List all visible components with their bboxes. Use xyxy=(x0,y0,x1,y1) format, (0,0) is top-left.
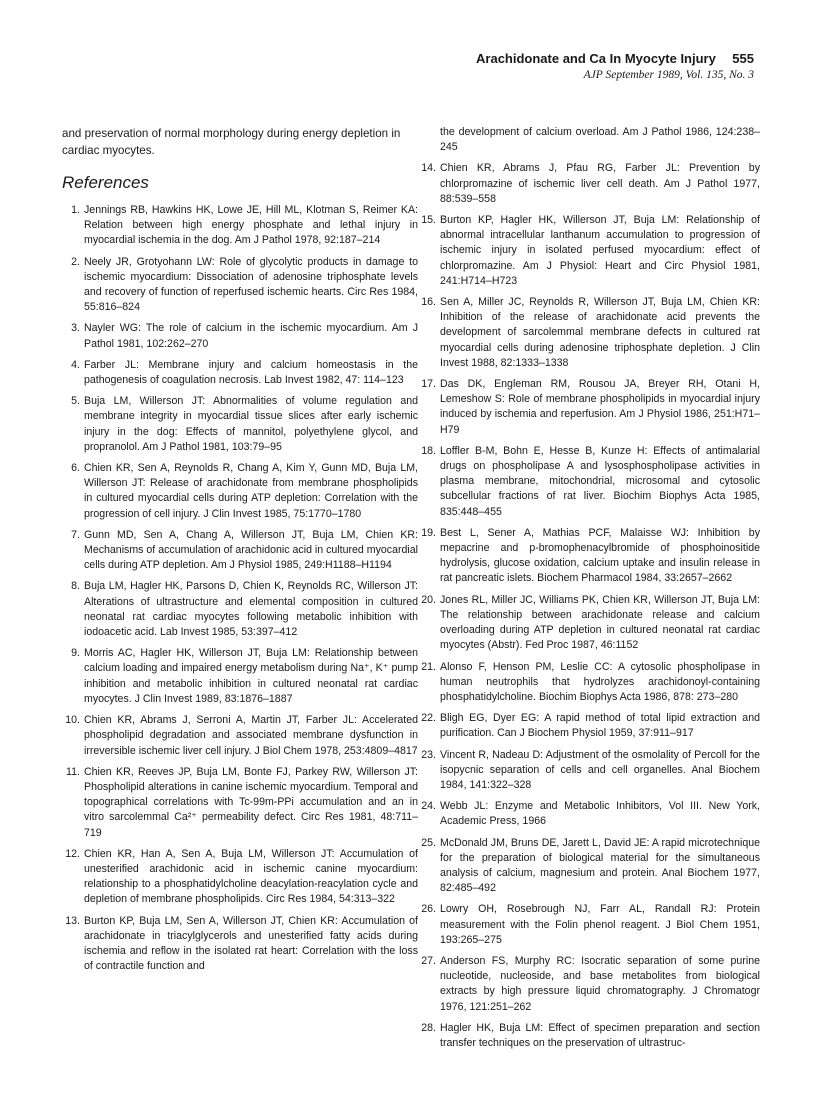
reference-item xyxy=(418,295,760,371)
left-column xyxy=(62,125,418,980)
reference-text: McDonald JM, Bruns DE, Jarett L, David JE: A rapid microtechnique for the preparation of biological material for the simultaneous analysis of calcium, magnesium and protein. Anal Biochem 1977, 82:485–492 xyxy=(440,836,760,895)
reference-text: Chien KR, Han A, Sen A, Buja LM, Willerson JT: Accumulation of unesterified arachidonic acid in ischemic canine myocardium: relationship to a phosphatidylcholine deacylation-reacylation cycle and depletion of membrane phospholipids. Circ Res 1984, 54:313–322 xyxy=(84,847,418,906)
reference-text: Buja LM, Willerson JT: Abnormalities of volume regulation and membrane integrity in myocardial tissue slices after early ischemic injury in the dog: Effects of mannitol, polyethylene glycol, and propranolol. Am J Pathol 1981, 103:79–95 xyxy=(84,395,418,453)
reference-text: Chien KR, Abrams J, Pfau RG, Farber JL: Prevention by chlorpromazine of ischemic liver cell death. Am J Pathol 1977, 88:539–558 xyxy=(440,162,760,205)
reference-item xyxy=(418,836,760,897)
reference-text: Lowry OH, Rosebrough NJ, Farr AL, Randall RJ: Protein measurement with the Folin phenol reagent. J Biol Chem 1951, 193:265–275 xyxy=(440,903,760,946)
reference-number: 24. xyxy=(421,800,436,813)
reference-item xyxy=(418,444,760,520)
reference-item xyxy=(62,394,418,455)
reference-item xyxy=(62,255,418,316)
reference-number: 14. xyxy=(421,162,436,175)
page-number: 555 xyxy=(732,51,754,66)
reference-text: Gunn MD, Sen A, Chang A, Willerson JT, Buja LM, Chien KR: Mechanisms of accumulation of arachidonic acid in cultured myocardial cells during ATP depletion. Am J Physiol 1985, 249:H1188–H1194 xyxy=(84,528,418,572)
reference-number: 3. xyxy=(71,322,80,335)
reference-number: 5. xyxy=(71,395,80,408)
reference-text: Nayler WG: The role of calcium in the ischemic myocardium. Am J Pathol 1981, 102:262–270 xyxy=(84,322,418,350)
reference-number: 7. xyxy=(71,528,80,541)
reference-item xyxy=(62,914,418,975)
reference-number: 11. xyxy=(66,765,80,778)
reference-item xyxy=(62,713,418,759)
reference-item xyxy=(62,321,418,351)
journal-citation: AJP September 1989, Vol. 135, No. 3 xyxy=(583,69,754,81)
reference-number: 20. xyxy=(421,593,436,606)
reference-item xyxy=(418,660,760,706)
reference-text: Bligh EG, Dyer EG: A rapid method of total lipid extraction and purification. Can J Biochem Physiol 1959, 37:911–917 xyxy=(440,712,760,740)
reference-number: 15. xyxy=(421,214,436,227)
reference-text: Webb JL: Enzyme and Metabolic Inhibitors, Vol III. New York, Academic Press, 1966 xyxy=(440,800,760,828)
reference-item xyxy=(62,646,418,707)
reference-number: 21. xyxy=(421,660,436,673)
reference-number: 19. xyxy=(421,526,436,539)
reference-item xyxy=(418,711,760,741)
reference-item xyxy=(418,1021,760,1051)
reference-text: Morris AC, Hagler HK, Willerson JT, Buja LM: Relationship between calcium loading and impaired energy metabolism during Na⁺, K⁺ pump inhibition and metabolic inhibition in cultured neonatal rat cardiac myocytes. J Clin Invest 1989, 83:1876–1887 xyxy=(84,647,418,705)
reference-number: 8. xyxy=(71,580,80,593)
reference-number: 18. xyxy=(421,444,436,457)
reference-item xyxy=(62,461,418,522)
reference-number: 4. xyxy=(71,358,80,371)
reference-list-right xyxy=(418,161,760,1051)
reference-number: 2. xyxy=(71,255,80,268)
reference-number: 9. xyxy=(71,647,80,660)
reference-number: 26. xyxy=(421,903,436,916)
reference-number: 25. xyxy=(421,836,436,849)
reference-item xyxy=(418,593,760,654)
reference-text: Vincent R, Nadeau D: Adjustment of the osmolality of Percoll for the isopycnic separation of cells and cell organelles. Anal Biochem 1984, 141:322–328 xyxy=(440,748,760,791)
reference-number: 10. xyxy=(65,714,80,727)
reference-text: Best L, Sener A, Mathias PCF, Malaisse WJ: Inhibition by mepacrine and p-bromophenacylbromide of phosphoinositide hydrolysis, glucose oxidation, calcium uptake and insulin release in rat pancreatic islets. Biochem Pharmacol 1984, 33:2657–2662 xyxy=(440,526,760,585)
reference-text: Buja LM, Hagler HK, Parsons D, Chien K, Reynolds RC, Willerson JT: Alterations of ultrastructure and elemental composition in cultured neonatal rat cardiac myocytes following metabolic inhibition with iodoacetic acid. Lab Invest 1985, 53:397–412 xyxy=(84,580,418,639)
reference-text: Chien KR, Sen A, Reynolds R, Chang A, Kim Y, Gunn MD, Buja LM, Willerson JT: Release of arachidonate from membrane phospholipids in cultured myocardial cells during ATP depletion: Correlation with the progression of cell injury. J Clin Invest 1985, 75:1770–1780 xyxy=(84,462,418,520)
reference-text: Farber JL: Membrane injury and calcium homeostasis in the pathogenesis of coagulation necrosis. Lab Invest 1982, 47: 114–123 xyxy=(84,358,418,387)
running-header xyxy=(476,50,754,81)
reference-number: 13. xyxy=(65,914,80,927)
reference-text: Chien KR, Reeves JP, Buja LM, Bonte FJ, Parkey RW, Willerson JT: Phospholipid alterations in canine ischemic myocardium. Temporal and topographical correlations with Tc-99m-PPi accumulation and an in vitro sarcolemmal Ca²⁺ permeability defect. Circ Res 1981, 48:711–719 xyxy=(84,765,418,839)
reference-number: 6. xyxy=(71,462,80,475)
reference-number: 23. xyxy=(421,748,436,761)
reference-item xyxy=(418,799,760,829)
right-column xyxy=(418,125,760,1057)
reference-text: Jones RL, Miller JC, Williams PK, Chien KR, Willerson JT, Buja LM: The relationship between arachidonate release and calcium overloading during ATP depletion in cultured neonatal rat cardiac myocytes (Abstr). Fed Proc 1987, 46:1152 xyxy=(440,593,760,652)
reference-item xyxy=(62,579,418,640)
reference-text: Hagler HK, Buja LM: Effect of specimen preparation and section transfer techniques on the preservation of ultrastruc- xyxy=(440,1021,760,1049)
reference-text: Das DK, Engleman RM, Rousou JA, Breyer RH, Otani H, Lemeshow S: Role of membrane phospholipids in myocardial injury induced by ischemia and reperfusion. Am J Physiol 1986, 251:H71–H79 xyxy=(440,378,760,436)
reference-text: Jennings RB, Hawkins HK, Lowe JE, Hill ML, Klotman S, Reimer KA: Relation between high energy phosphate and lethal injury in myocardial ischemia in the dog. Am J Pathol 1978, 92:187–214 xyxy=(84,204,418,247)
reference-item xyxy=(418,902,760,948)
reference-text: Sen A, Miller JC, Reynolds R, Willerson JT, Buja LM, Chien KR: Inhibition of the release of arachidonate acid prevents the development of sarcolemmal membrane defects in cultured rat myocardial cells during adenosine triphosphate depletion. J Clin Invest 1988, 82:1333–1338 xyxy=(440,296,760,369)
references-heading: References xyxy=(62,173,149,192)
reference-number: 27. xyxy=(421,954,436,967)
reference-item xyxy=(62,847,418,908)
reference-text: Loffler B-M, Bohn E, Hesse B, Kunze H: Effects of antimalarial drugs on phospholipase A and lysosphospholipase activities in plasma membrane, mitochondrial, microsomal and cytosolic subcellular fractions of rat liver. Biochim Biophys Acta 1985, 835:448–455 xyxy=(440,444,760,518)
reference-text: Burton KP, Hagler HK, Willerson JT, Buja LM: Relationship of abnormal intracellular lanthanum accumulation to progression of ischemic injury in isolated perfused myocardium: effect of chlorpromazine. Am J Physiol: Heart and Circ Physiol 1981, 241:H714–H723 xyxy=(440,214,760,287)
reference-item xyxy=(418,161,760,207)
reference-item xyxy=(62,203,418,249)
reference-list-left xyxy=(62,203,418,974)
reference-item xyxy=(418,954,760,1015)
reference-number: 12. xyxy=(65,847,80,860)
reference-number: 28. xyxy=(421,1021,436,1034)
reference-text: Chien KR, Abrams J, Serroni A, Martin JT, Farber JL: Accelerated phospholipid degradation and associated membrane dysfunction in irreversible ischemic liver cell injury. J Biol Chem 1978, 253:4809–4817 xyxy=(84,714,418,757)
reference-item xyxy=(418,526,760,587)
reference-item xyxy=(62,358,418,388)
reference-item xyxy=(418,377,760,438)
intro-paragraph: and preservation of normal morphology during energy depletion in cardiac myocytes. xyxy=(62,127,401,157)
reference-number: 16. xyxy=(421,296,436,309)
running-title: Arachidonate and Ca In Myocyte Injury xyxy=(476,51,716,66)
reference-number: 17. xyxy=(421,378,436,391)
reference-continuation: the development of calcium overload. Am J Pathol 1986, 124:238–245 xyxy=(440,126,760,154)
reference-item xyxy=(418,213,760,289)
reference-text: Burton KP, Buja LM, Sen A, Willerson JT, Chien KR: Accumulation of arachidonate in triacylglycerols and unesterified fatty acids during ischemia and reflow in the isolated rat heart: Correlation with the loss of contractile function and xyxy=(84,914,418,973)
reference-item xyxy=(62,765,418,841)
reference-text: Neely JR, Grotyohann LW: Role of glycolytic products in damage to ischemic myocardium: Dissociation of adenosine triphosphate levels and recovery of function of reperfused ischemic hearts. Circ Res 1984, 55:816–824 xyxy=(84,255,418,314)
reference-number: 1. xyxy=(71,204,80,216)
reference-text: Alonso F, Henson PM, Leslie CC: A cytosolic phospholipase in human neutrophils that hydrolyzes arachidonoyl-containing phosphatidylcholine. Biochim Biophys Acta 1986, 878: 273–280 xyxy=(440,660,760,703)
reference-text: Anderson FS, Murphy RC: Isocratic separation of some purine nucleotide, nucleoside, and base metabolites from biological extracts by high pressure liquid chromatography. J Chromatogr 1976, 121:251–262 xyxy=(440,954,760,1013)
reference-number: 22. xyxy=(421,712,436,725)
reference-item xyxy=(62,528,418,574)
reference-item xyxy=(418,748,760,794)
